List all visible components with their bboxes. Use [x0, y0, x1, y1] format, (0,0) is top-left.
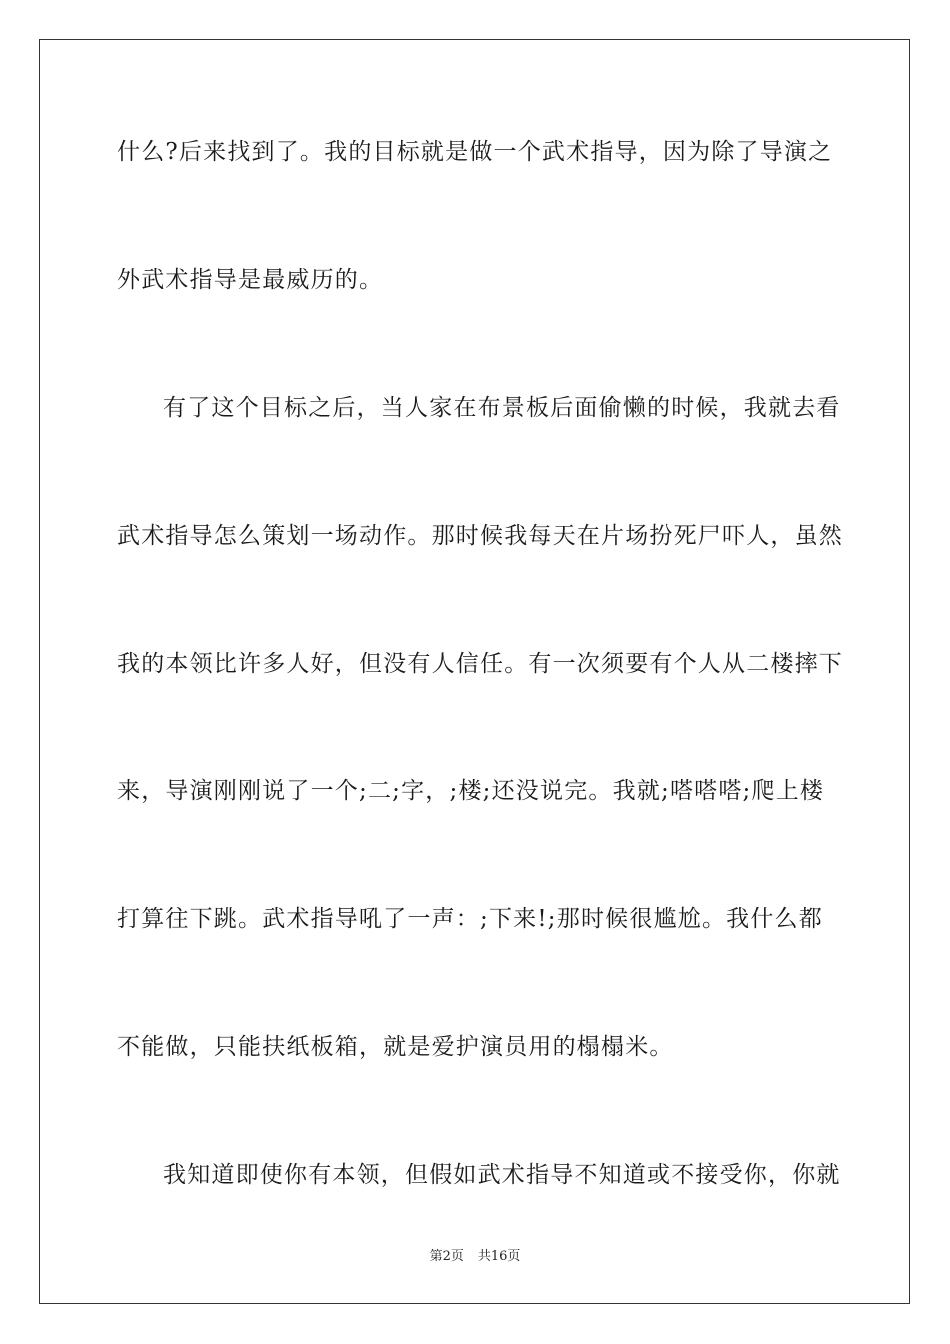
page-total: 共16页 — [477, 1249, 521, 1264]
paragraph-line: 武术指导怎么策划一场动作。那时候我每天在片场扮死尸吓人，虽然 — [117, 523, 843, 549]
paragraph-line: 外武术指导是最威历的。 — [117, 267, 384, 293]
paragraph-line: 打算往下跳。武术指导吼了一声：;下来!;那时候很尴尬。我什么都 — [117, 906, 823, 932]
paragraph-line: 什么?后来找到了。我的目标就是做一个武术指导，因为除了导演之 — [117, 139, 833, 165]
paragraph-line: 来，导演刚刚说了一个;二;字，;楼;还没说完。我就;嗒嗒嗒;爬上楼 — [117, 778, 825, 804]
paragraph-line: 有了这个目标之后，当人家在布景板后面偷懒的时候，我就去看 — [163, 395, 841, 421]
paragraph-line: 不能做，只能扶纸板箱，就是爱护演员用的榻榻米。 — [117, 1034, 674, 1060]
page-footer — [0, 1248, 950, 1266]
paragraph-line: 我的本领比许多人好，但没有人信任。有一次须要有个人从二楼摔下 — [117, 651, 843, 677]
page-number: 第2页 — [429, 1249, 464, 1264]
paragraph-line: 我知道即使你有本领，但假如武术指导不知道或不接受你，你就 — [163, 1162, 841, 1188]
